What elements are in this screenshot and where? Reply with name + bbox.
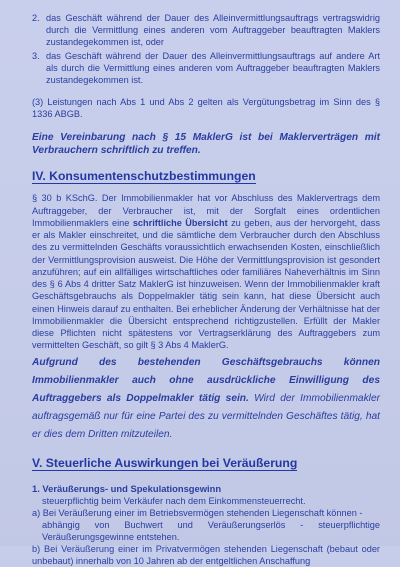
double-broker-italic: Wird der Immobilienmakler auftragsgemäß nur für eine Partei des zu vermittelnden Geschäftes tätig, hat er dies dem Dritten mitzuteilen.	[32, 392, 381, 440]
item-a-cont: abhängig von Buchwert und Veräußerungserlös - steuerpflichtige Veräußerungsgewinne entstehen.	[42, 519, 380, 542]
section-4-body-rest: zu geben, aus der hervorgeht, dass er als Makler einschreitet, und die sämtliche dem Verbraucher durch den Abschluss des zu vermittelnden Geschäfts voraussichtlich erwachsenden Kosten, einschließlich der Vermittlungsprovision ausweist. Die Höhe der Vermittlungsprovision ist gesondert anzuführen; auf ein allfälliges wirtschaftliches oder familiäres Naheverhältnis im Sinn des § 6 Abs 4 dritter Satz MaklerG ist hinzuweisen. Wenn der Immobilienmakler kraft Geschäftsgebrauchs als Doppelmakler tätig sein kann, hat diese Übersicht auch einen Hinweis darauf zu enthalten. Bei erheblicher Änderung der Verhältnisse hat der Immobilienmakler die Übersicht entsprechend richtigzustellen. Erfüllt der Makler diese Pflichten nicht spätestens vor Vertragserklärung des Auftraggebers zum vermittelten Geschäft, so gilt § 3 Abs 4 MaklerG.	[32, 217, 380, 351]
item-a	[32, 507, 380, 543]
section-4-title	[32, 169, 380, 184]
list-item	[32, 12, 380, 49]
numbered-list	[32, 12, 380, 86]
section-4-body-start: § 30 b KSchG. Der Immobilienmakler hat vor Abschluss des Maklervertrags dem Auftraggeber, der Verbraucher ist, mit der Sorgfalt eines ordentlichen Immobilienmaklers eine	[32, 193, 380, 228]
section-5-title-text: V. Steuerliche Auswirkungen bei Veräußerung	[32, 455, 298, 470]
item-a-first: a) Bei Veräußerung einer im Betriebsvermögen stehenden Liegenschaft können -	[32, 507, 363, 518]
list-text: das Geschäft während der Dauer des Alleinvermittlungsauftrags vertragswidrig durch die Vermittlung eines anderen vom Auftraggeber beauftragten Maklers zustandegekommen ist, oder	[46, 13, 380, 48]
section-4-body	[32, 192, 380, 351]
subsection-1-title: 1. Veräußerungs- und Spekulationsgewinn	[32, 482, 222, 494]
section-4-highlight: schriftliche Übersicht	[132, 217, 228, 228]
double-broker-note	[32, 352, 380, 442]
list-item	[32, 50, 380, 87]
list-text: das Geschäft während der Dauer des Alleinvermittlungsauftrags auf andere Art als durch die Vermittlung eines anderen vom Auftraggeber beauftragten Maklers zustandegekommen ist.	[46, 50, 380, 86]
agreement-note: Eine Vereinbarung nach § 15 MaklerG ist bei Maklerverträgen mit Verbrauchern schriftlich zu treffen.	[32, 131, 380, 157]
section-4-title-text: IV. Konsumentenschutzbestimmungen	[32, 169, 256, 184]
paragraph-3: (3) Leistungen nach Abs 1 und Abs 2 gelten als Vergütungsbetrag im Sinn des § 1336 ABGB.	[32, 97, 380, 120]
section-5-title	[32, 456, 380, 471]
double-broker-bold: Aufgrund des bestehenden Geschäftsgebrauchs können Immobilienmakler auch ohne ausdrückliche Einwilligung des Auftraggebers als Doppelmakler tätig sein.	[32, 356, 380, 404]
subsection-1-line: steuerpflichtig beim Verkäufer nach dem Einkommensteuerrecht.	[42, 495, 306, 506]
list-number: 2.	[32, 13, 40, 23]
item-b: b) Bei Veräußerung einer im Privatvermögen stehenden Liegenschaft (bebaut oder unbebaut) innerhalb von 10 Jahren ab der entgeltlichen Anschaffung	[32, 543, 380, 566]
list-number: 3.	[32, 50, 40, 61]
